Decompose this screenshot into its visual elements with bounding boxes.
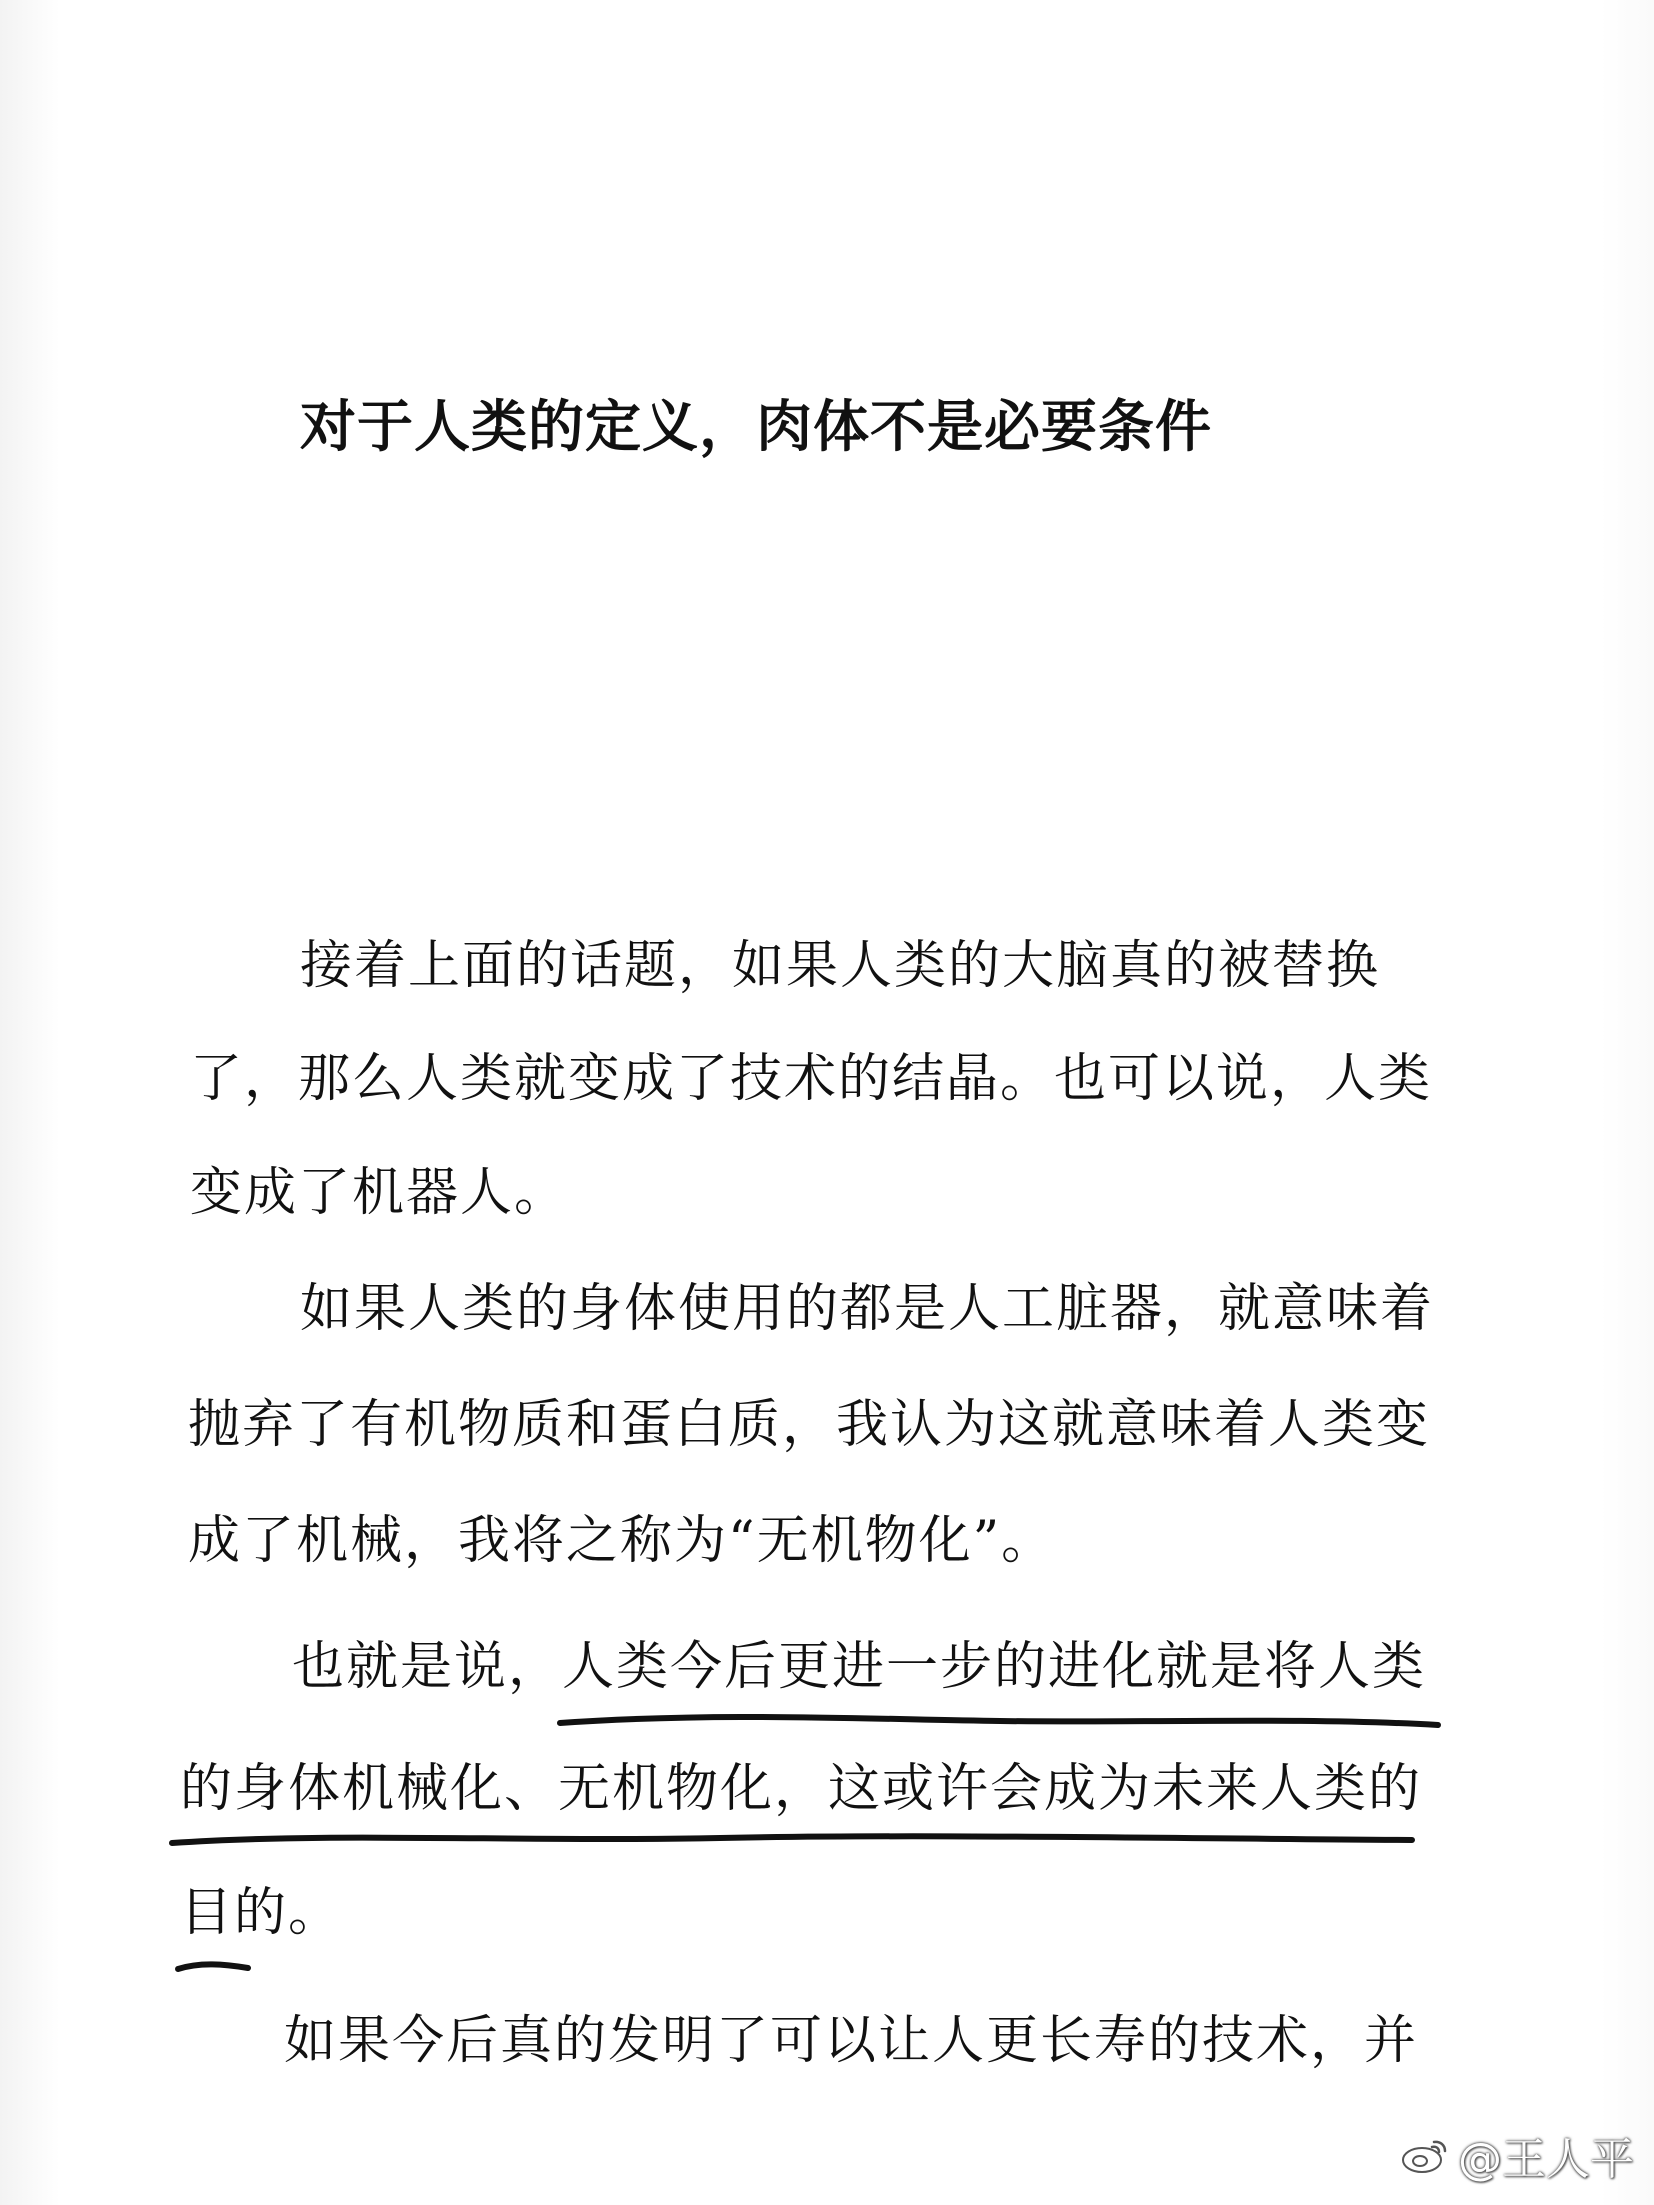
watermark	[1400, 2123, 1634, 2187]
paragraph-line: 接着上面的话题，如果人类的大脑真的被替换	[300, 936, 1381, 996]
weibo-icon	[1400, 2134, 1450, 2176]
paragraph-line: 了，那么人类就变成了技术的结晶。也可以说，人类	[190, 1049, 1433, 1109]
paragraph-line: 如果人类的身体使用的都是人工脏器，就意味着	[300, 1279, 1435, 1339]
paragraph-line: 成了机械，我将之称为“无机物化”。	[188, 1511, 1056, 1571]
paragraph-line: 如果今后真的发明了可以让人更长寿的技术，并	[284, 2011, 1419, 2071]
paragraph-line: 的身体机械化、无机物化，这或许会成为未来人类的	[180, 1759, 1423, 1819]
paragraph-line: 也就是说，人类今后更进一步的进化就是将人类	[292, 1637, 1427, 1697]
paragraph-line: 目的。	[180, 1883, 343, 1943]
watermark-text: @王人平	[1458, 2134, 1634, 2185]
paragraph-line: 抛弃了有机物质和蛋白质，我认为这就意味着人类变	[188, 1395, 1431, 1455]
chapter-title: 对于人类的定义，肉体不是必要条件	[300, 394, 1212, 460]
paragraph-line: 变成了机器人。	[190, 1163, 569, 1223]
